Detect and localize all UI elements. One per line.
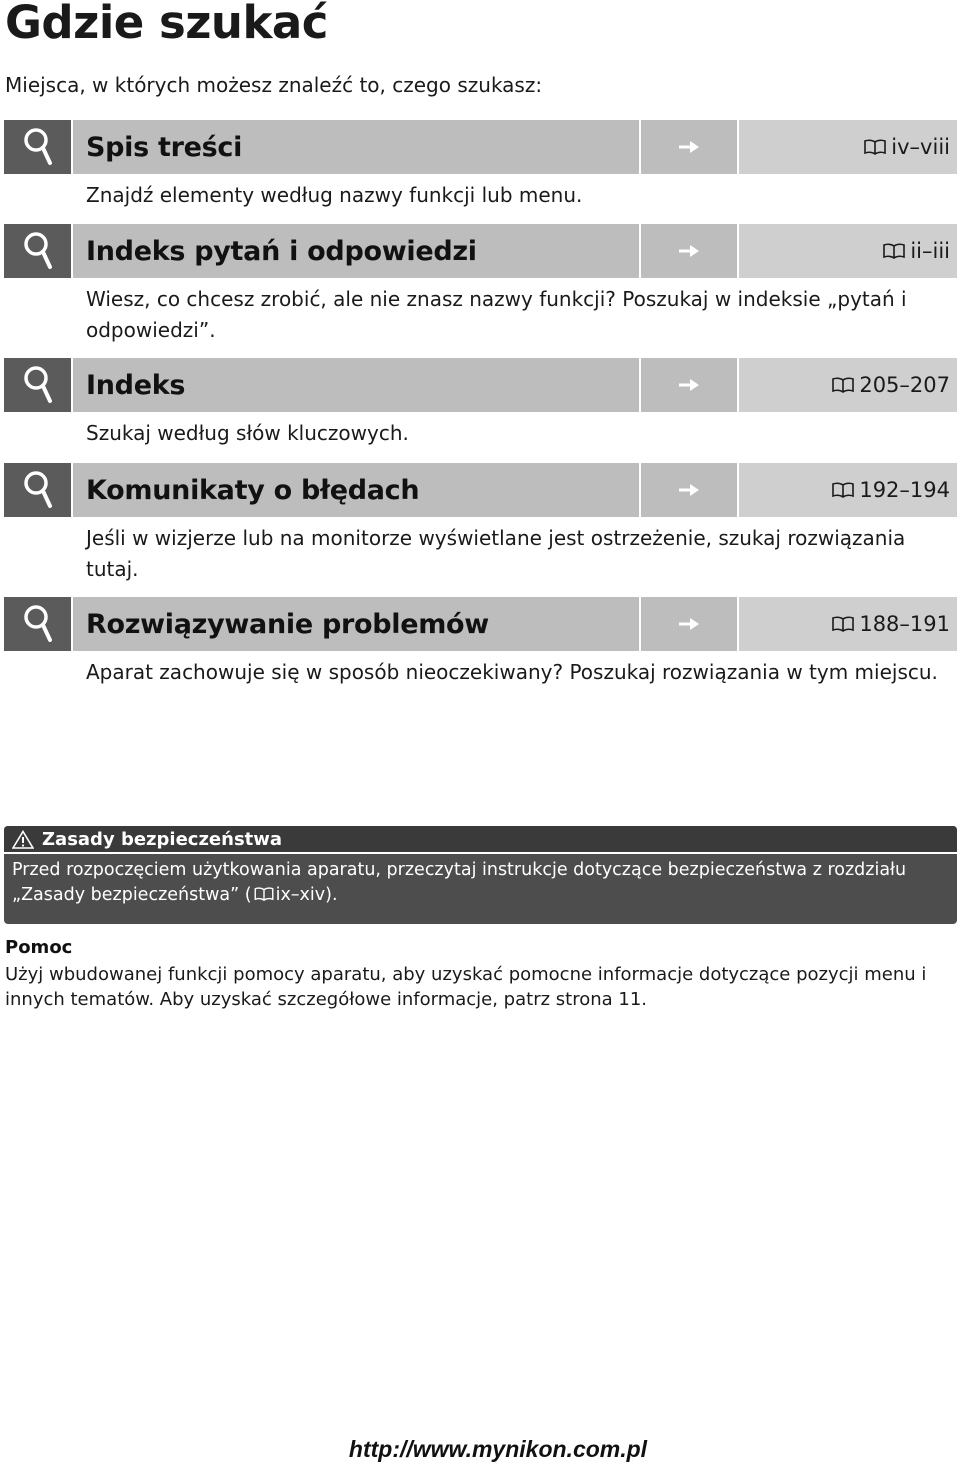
entry-description: Znajdź elementy według nazwy funkcji lub menu. bbox=[86, 183, 583, 207]
book-icon bbox=[254, 887, 274, 901]
entry-error-messages bbox=[4, 463, 957, 585]
magnifier-icon bbox=[4, 463, 71, 517]
entry-title[interactable]: Komunikaty o błędach bbox=[73, 463, 639, 517]
entry-description: Jeśli w wizjerze lub na monitorze wyświetlane jest ostrzeżenie, szukaj rozwiązania tutaj. bbox=[86, 526, 906, 581]
magnifier-icon bbox=[4, 224, 71, 278]
page-intro: Miejsca, w których możesz znaleźć to, czego szukasz: bbox=[5, 73, 543, 97]
footer-url[interactable]: http://www.mynikon.com.pl bbox=[348, 1436, 648, 1462]
book-icon bbox=[883, 243, 905, 259]
warning-header bbox=[4, 826, 957, 852]
page-title: Gdzie szukać bbox=[5, 0, 328, 49]
warning-text: Przed rozpoczęciem użytkowania aparatu, przeczytaj instrukcje dotyczące bezpieczeństwa z rozdziału „Zasady bezpieczeństwa” ( bbox=[12, 860, 907, 905]
entry-title[interactable]: Rozwiązywanie problemów bbox=[73, 597, 639, 651]
warning-page-ref[interactable]: ix–xiv bbox=[275, 885, 326, 905]
safety-warning-box bbox=[4, 826, 957, 924]
entry-title[interactable]: Indeks pytań i odpowiedzi bbox=[73, 224, 639, 278]
entry-title[interactable]: Indeks bbox=[73, 358, 639, 412]
entry-description: Wiesz, co chcesz zrobić, ale nie znasz nazwy funkcji? Poszukaj w indeksie „pytań i odpowiedzi”. bbox=[86, 287, 907, 342]
magnifier-icon bbox=[4, 597, 71, 651]
entry-page-ref[interactable] bbox=[737, 597, 957, 651]
entry-title[interactable]: Spis treści bbox=[73, 120, 639, 174]
warning-body bbox=[4, 854, 957, 908]
entry-pages: 188–191 bbox=[859, 612, 950, 636]
magnifier-icon bbox=[4, 120, 71, 174]
entry-table-of-contents bbox=[4, 120, 957, 211]
arrow-right-icon bbox=[639, 224, 737, 278]
entry-bar[interactable] bbox=[4, 224, 957, 278]
arrow-right-icon bbox=[639, 120, 737, 174]
entry-bar[interactable] bbox=[4, 463, 957, 517]
arrow-right-icon bbox=[639, 358, 737, 412]
help-title: Pomoc bbox=[5, 937, 73, 958]
entry-bar[interactable] bbox=[4, 358, 957, 412]
entry-index bbox=[4, 358, 957, 449]
warning-triangle-icon bbox=[12, 830, 34, 849]
entry-page-ref[interactable] bbox=[737, 463, 957, 517]
entry-pages: iv–viii bbox=[891, 135, 950, 159]
book-icon bbox=[832, 482, 854, 498]
arrow-right-icon bbox=[639, 597, 737, 651]
warning-title: Zasady bezpieczeństwa bbox=[42, 828, 283, 850]
entry-page-ref[interactable] bbox=[737, 120, 957, 174]
book-icon bbox=[864, 139, 886, 155]
entry-page-ref[interactable] bbox=[737, 224, 957, 278]
entry-page-ref[interactable] bbox=[737, 358, 957, 412]
entry-description: Aparat zachowuje się w sposób nieoczekiwany? Poszukaj rozwiązania w tym miejscu. bbox=[86, 660, 938, 684]
book-icon bbox=[832, 377, 854, 393]
book-icon bbox=[832, 616, 854, 632]
help-body: Użyj wbudowanej funkcji pomocy aparatu, aby uzyskać pomocne informacje dotyczące pozycji menu i innych tematów. Aby uzyskać szczegółowe informacje, patrz strona 11. bbox=[5, 964, 927, 1010]
entry-pages: 192–194 bbox=[859, 478, 950, 502]
entry-bar[interactable] bbox=[4, 120, 957, 174]
entry-description: Szukaj według słów kluczowych. bbox=[86, 421, 409, 445]
entry-pages: 205–207 bbox=[859, 373, 950, 397]
entry-qa-index bbox=[4, 224, 957, 346]
warning-text-end: ). bbox=[325, 885, 338, 905]
magnifier-icon bbox=[4, 358, 71, 412]
entry-bar[interactable] bbox=[4, 597, 957, 651]
entry-pages: ii–iii bbox=[910, 239, 950, 263]
arrow-right-icon bbox=[639, 463, 737, 517]
entry-troubleshooting bbox=[4, 597, 957, 688]
